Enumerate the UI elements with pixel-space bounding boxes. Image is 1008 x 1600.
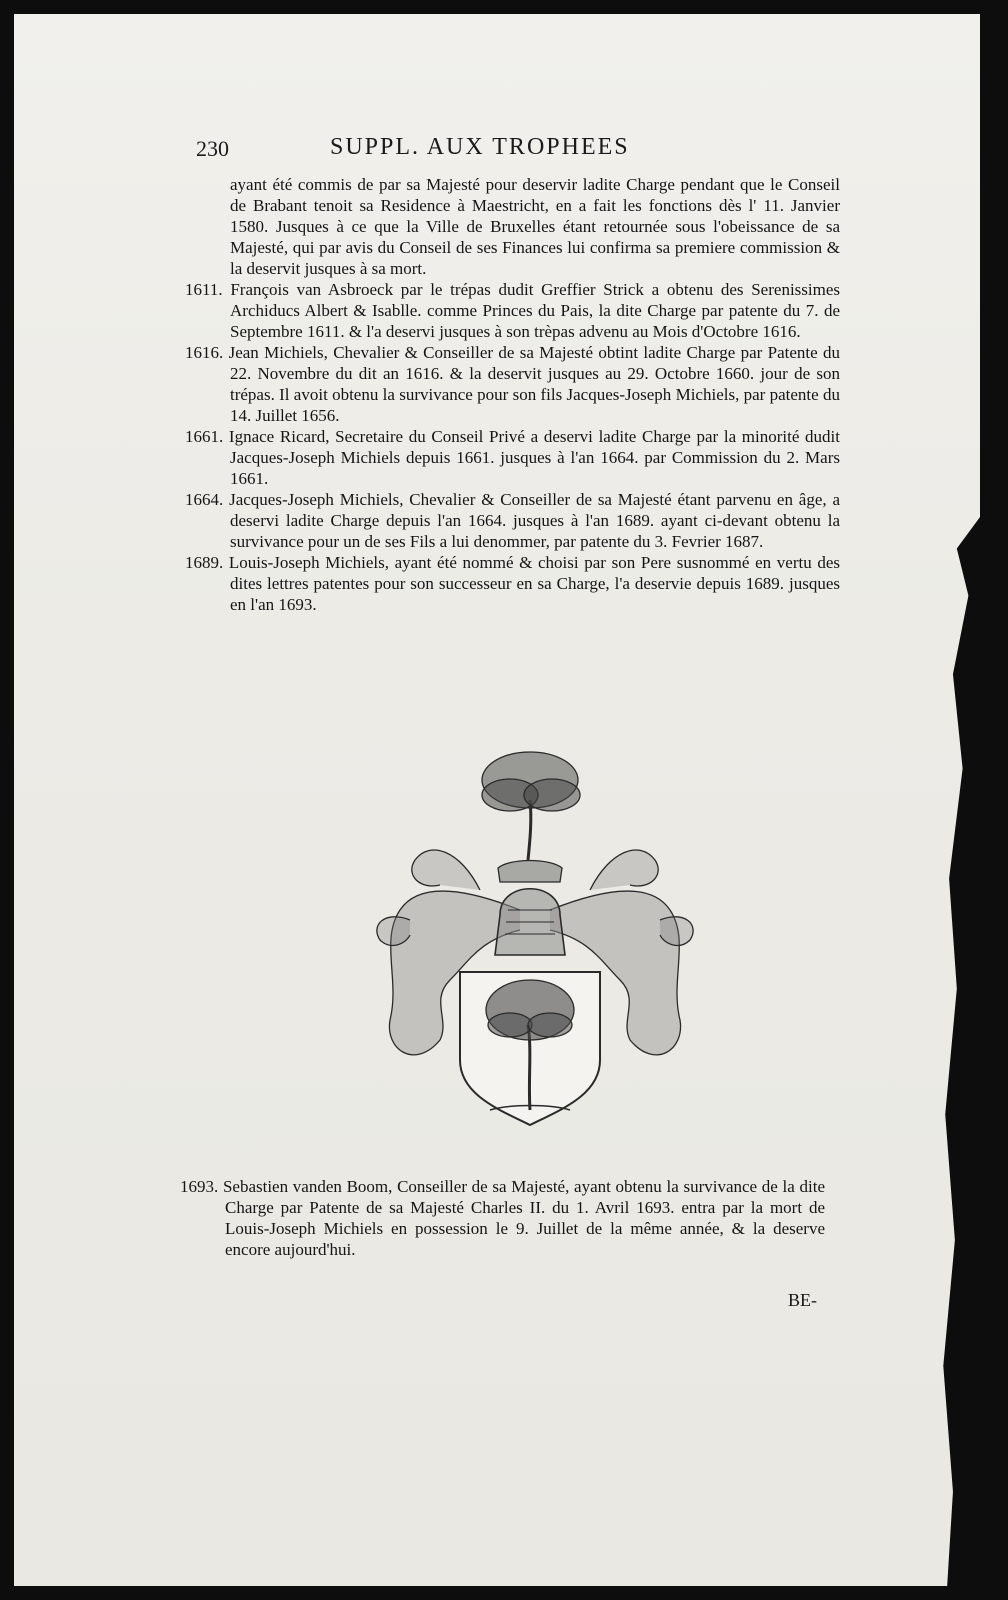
paragraph-text: François van Asbroeck par le trépas dudit Greffier Strick a obtenu des Serenissimes Archiducs Albert & Isablle. comme Princes du Pais, la dite Charge par patente du 7. de Septembre 1611. & l'a deservi jusques à son trèpas advenu au Mois d'Octobre 1616. [230, 280, 840, 341]
coat-of-arms-engraving [360, 740, 710, 1130]
paragraph-entry [180, 1176, 825, 1260]
paragraph-text: Jacques-Joseph Michiels, Chevalier & Conseiller de sa Majesté étant parvenu en âge, a deservi ladite Charge depuis l'an 1664. jusques à l'an 1689. ayant ci-devant obtenu la survivance pour un de ses Fils a lui denommer, par patente du 3. Fevrier 1687. [229, 490, 840, 551]
catchword: BE- [788, 1290, 817, 1310]
paragraph-entry [185, 552, 840, 615]
running-title: SUPPL. AUX TROPHEES [330, 134, 630, 160]
paragraph-entry [185, 279, 840, 342]
paragraph-text: Sebastien vanden Boom, Conseiller de sa Majesté, ayant obtenu la survivance de la dite Charge par Patente de sa Majesté Charles II. du 1. Avril 1693. entra par la mort de Louis-Joseph Michiels en possession le 9. Juillet de la même année, & la deserve encore aujourd'hui. [222, 1177, 826, 1259]
text-block-bottom [180, 1176, 825, 1260]
paragraph-text: Louis-Joseph Michiels, ayant été nommé & choisi par son Pere susnommé en vertu des dites lettres patentes pour son successeur en sa Charge, l'a deservie depuis 1689. jusques en l'an 1693. [228, 553, 841, 614]
text-block-top [185, 174, 840, 615]
entry-year: 1693. [180, 1177, 219, 1196]
paragraph-text: Ignace Ricard, Secretaire du Conseil Privé a deservi ladite Charge par la minorité dudit Jacques-Joseph Michiels depuis 1661. jusques à l'an 1664. par Commission du 2. Mars 1661. [228, 427, 840, 488]
entry-year: 1616. [185, 343, 224, 362]
paragraph-text: ayant été commis de par sa Majesté pour deservir ladite Charge pendant que le Conseil de Brabant tenoit sa Residence à Maestricht, en a fait les fonctions dès l' 11. Janvier 1580. Jusques à ce que la Ville de Bruxelles étant retournée sous l'obeissance de sa Majesté, qui par avis du Conseil de ses Finances lui confirma sa premiere commission & la deservit jusques à sa mort. [230, 175, 840, 278]
paragraph-continuation [185, 174, 840, 279]
paragraph-entry [185, 342, 840, 426]
entry-year: 1689. [185, 553, 224, 572]
entry-year: 1661. [185, 427, 224, 446]
paragraph-entry [185, 489, 840, 552]
paragraph-text: Jean Michiels, Chevalier & Conseiller de sa Majesté obtint ladite Charge par Patente du 22. Novembre du dit an 1616. & la deservit jusques au 29. Octobre 1660. jour de son trépas. Il avoit obtenu la survivance pour son fils Jacques-Joseph Michiels, par patente du 14. Juillet 1656. [228, 343, 841, 425]
entry-year: 1611. [185, 280, 223, 299]
page-number: 230 [196, 136, 229, 161]
paragraph-entry [185, 426, 840, 489]
entry-year: 1664. [185, 490, 224, 509]
page-header [180, 132, 820, 168]
